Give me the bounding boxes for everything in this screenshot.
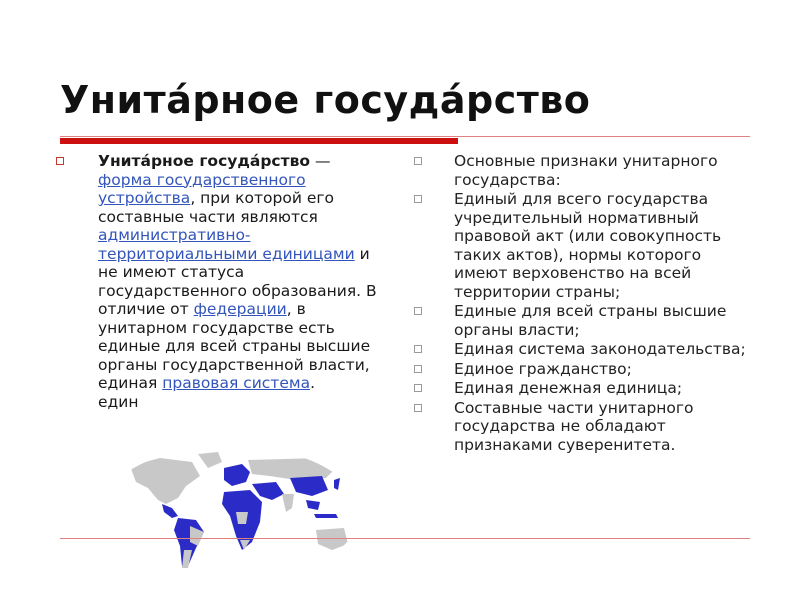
list-item-text: Единая система законодательства; bbox=[454, 340, 746, 358]
list-item bbox=[414, 190, 759, 301]
hollow-square-icon bbox=[414, 384, 422, 392]
link-federation[interactable]: федерации bbox=[193, 300, 287, 318]
list-item bbox=[414, 379, 759, 398]
hollow-square-icon bbox=[414, 307, 422, 315]
hollow-square-icon bbox=[414, 365, 422, 373]
features-list bbox=[414, 152, 759, 455]
list-item bbox=[414, 152, 759, 189]
definition-item bbox=[56, 152, 386, 411]
list-item-text: Единые для всей страны высшие органы власти; bbox=[454, 302, 727, 339]
list-item-text: Единое гражданство; bbox=[454, 359, 632, 378]
list-item-text: Единый для всего государства учредительный нормативный правовой акт (или совокупность таких актов), нормы которого имеют верховенство на всей территории страны; bbox=[454, 190, 722, 301]
hollow-square-icon bbox=[414, 157, 422, 165]
list-item bbox=[414, 399, 759, 455]
definition-dash: — bbox=[310, 152, 331, 170]
definition-text-1: , при которой его составные части являются bbox=[98, 189, 334, 226]
list-item-text: Составные части унитарного государства не обладают признаками суверенитета. bbox=[454, 398, 694, 454]
link-legal-system[interactable]: правовая система bbox=[162, 374, 311, 392]
list-item bbox=[414, 360, 759, 379]
hollow-square-icon bbox=[414, 345, 422, 353]
slide-title: Унита́рное госуда́рство bbox=[60, 78, 591, 122]
definition-text-2: и не имеют статуса государственного образования. В отличие от bbox=[98, 244, 377, 318]
list-item bbox=[414, 340, 759, 359]
definition-column bbox=[56, 152, 386, 411]
link-administrative-units[interactable]: административно-территориальными единицами bbox=[98, 226, 355, 263]
list-item-text: Основные признаки унитарного государства: bbox=[454, 152, 718, 189]
footer-rule bbox=[60, 538, 750, 539]
definition-trailing-text: един bbox=[98, 392, 139, 411]
hollow-square-icon bbox=[414, 404, 422, 412]
hollow-square-icon bbox=[414, 195, 422, 203]
world-map-icon bbox=[100, 446, 360, 580]
list-item bbox=[414, 302, 759, 339]
definition-term: Унита́рное госуда́рство bbox=[98, 152, 311, 170]
title-underline-thin bbox=[60, 136, 750, 137]
hollow-square-icon bbox=[56, 157, 64, 165]
definition-text bbox=[98, 152, 386, 411]
title-underline-thick bbox=[60, 138, 458, 144]
list-item-text: Единая денежная единица; bbox=[454, 379, 683, 397]
link-form-of-government[interactable]: форма государственного устройства bbox=[98, 170, 306, 207]
definition-text-4: . bbox=[310, 374, 316, 392]
definition-text-3: , в унитарном государстве есть единые для всей страны высшие органы государственной власти, единая bbox=[98, 300, 371, 392]
